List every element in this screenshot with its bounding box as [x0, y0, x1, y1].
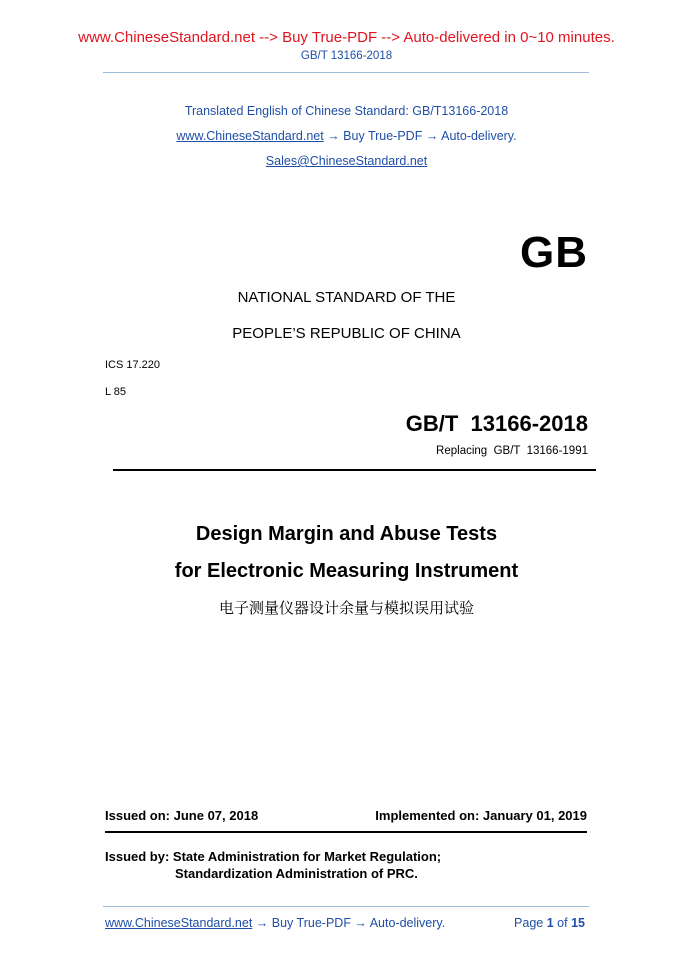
chinesestandard-link[interactable]: www.ChineseStandard.net: [176, 129, 324, 143]
national-standard-line2: PEOPLE’S REPUBLIC OF CHINA: [232, 325, 461, 342]
sales-email-link[interactable]: Sales@ChineseStandard.net: [265, 154, 428, 168]
translation-links: [0, 129, 693, 143]
issued-on: Issued on: June 07, 2018: [105, 808, 259, 823]
standard-number: GB/T 13166-2018: [405, 411, 588, 436]
issued-by-line1: Issued by: State Administration for Market Regulation;: [105, 849, 442, 864]
replacing-note: Replacing GB/T 13166-1991: [436, 445, 588, 457]
buy-text: → Buy True-PDF → Auto-delivery.: [327, 129, 517, 143]
title-line2: for Electronic Measuring Instrument: [174, 560, 519, 582]
of-label: of: [557, 916, 568, 930]
dates-divider: [105, 831, 587, 833]
gb-logo: GB: [520, 228, 588, 277]
total-pages: 15: [571, 916, 585, 930]
page-label: Page: [514, 916, 544, 930]
translation-notice: Translated English of Chinese Standard: GB/T13166-2018: [184, 104, 509, 118]
title-line1: Design Margin and Abuse Tests: [195, 523, 498, 545]
header-divider: [103, 72, 589, 73]
page-number: 1: [546, 916, 554, 930]
implemented-on: Implemented on: January 01, 2019: [375, 808, 587, 823]
national-standard-line1: NATIONAL STANDARD OF THE: [237, 289, 456, 306]
ics-code: ICS 17.220: [105, 359, 161, 371]
footer-links: [105, 916, 445, 930]
page-indicator: [514, 916, 585, 930]
footer-divider: [103, 906, 589, 907]
classification-code: L 85: [105, 386, 127, 398]
email-row: [0, 154, 693, 168]
top-banner[interactable]: www.ChineseStandard.net --> Buy True-PDF --> Auto-delivered in 0~10 minutes.: [78, 29, 615, 46]
title-chinese: 电子测量仪器设计余量与模拟误用试验: [218, 600, 474, 617]
footer-chinesestandard-link[interactable]: www.ChineseStandard.net: [105, 916, 253, 930]
issued-by-line2: Standardization Administration of PRC.: [175, 866, 418, 881]
header-doc-code: GB/T 13166-2018: [300, 50, 393, 62]
number-divider: [113, 469, 596, 471]
footer-buy-text: → Buy True-PDF → Auto-delivery.: [255, 916, 446, 930]
